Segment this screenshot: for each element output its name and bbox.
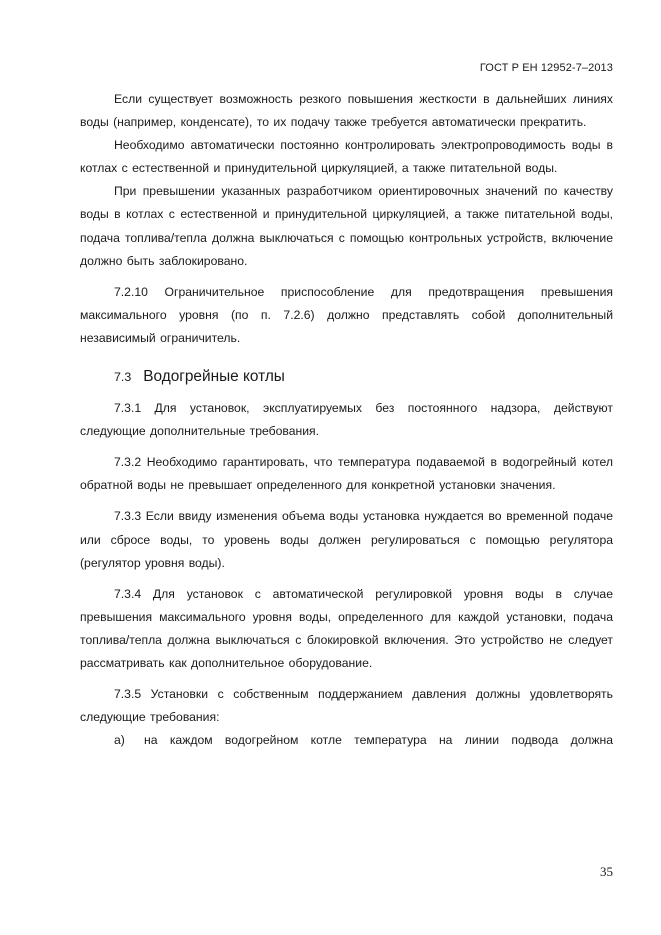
paragraph: 7.3.5 Установки с собственным поддержанием давления должны удовлетворять следующие требования: [80,687,613,725]
section-number: 7.3 [114,370,132,385]
paragraph: 7.2.10 Ограничительное приспособление для предотвращения превышения максимального уровня (по п. 7.2.6) должно представлять собой дополнительный независимый ограничитель. [80,284,613,345]
list-item-letter: a) [114,733,125,748]
document-code: ГОСТ Р ЕН 12952-7–2013 [479,62,613,74]
paragraph: Если существует возможность резкого повышения жесткости в дальнейших линиях воды (например, конденсате), то их подачу также требуется автоматически прекратить. [80,92,613,130]
section-title: Водогрейные котлы [143,368,285,386]
page-body [80,88,613,752]
section-heading [80,365,613,389]
paragraph: При превышении указанных разработчиком ориентировочных значений по качеству воды в котлах с естественной и принудительной циркуляцией, а также питательной воды, подача топлива/тепла должна выключаться с помощью контрольных устройств, включение должно быть заблокировано. [80,184,613,268]
paragraph: 7.3.4 Для установок с автоматической регулировкой уровня воды в случае превышения максимального уровня воды, определенного для каждой установки, подача топлива/тепла должна выключаться с блокировкой включения. Это устройство не следует рассматривать как дополнительное оборудование. [80,586,613,670]
paragraph: Необходимо автоматически постоянно контролировать электропроводимость воды в котлах с естественной и принудительной циркуляцией, а также питательной воды. [80,138,613,176]
paragraph: 7.3.2 Необходимо гарантировать, что температура подаваемой в водогрейный котел обратной воды не превышает определенного для конкретной установки значения. [80,455,613,493]
list-item [80,729,613,752]
paragraph: 7.3.3 Если ввиду изменения объема воды установка нуждается во временной подаче или сбросе воды, то уровень воды должен регулироваться с помощью регулятора (регулятор уровня воды). [80,509,613,570]
page-number: 35 [600,864,613,879]
paragraph: 7.3.1 Для установок, эксплуатируемых без постоянного надзора, действуют следующие дополнительные требования. [80,401,613,439]
list-item-text: на каждом водогрейном котле температура на линии подвода должна [144,733,613,748]
